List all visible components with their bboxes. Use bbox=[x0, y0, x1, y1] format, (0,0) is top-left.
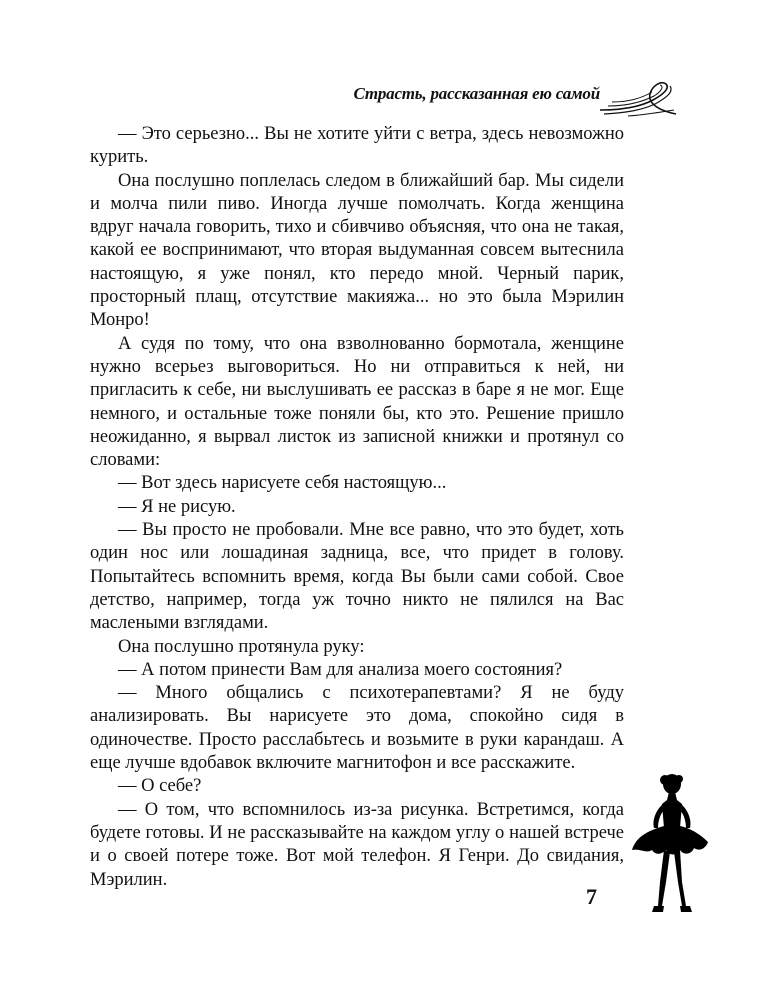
paragraph: — Я не рисую. bbox=[118, 496, 236, 517]
paragraph: Она послушно протянула руку: bbox=[118, 636, 365, 657]
paragraph: — Много общались с психотерапевтами? Я не буду анализировать. Вы нарисуете это дома, спокойно сидя в одиночестве. Просто расслабьтесь и возьмите в руки карандаш. А еще лучше вдобавок включите магнитофон и все расскажите. bbox=[90, 683, 624, 774]
paragraph: — Вы просто не пробовали. Мне все равно, что это будет, хоть один нос или лошадиная задница, все, что придет в голову. Попытайтесь вспомнить время, когда Вы были сами собой. Свое детство, например, тогда уж точно никто не пялился на Вас маслеными взглядами. bbox=[90, 520, 624, 634]
marilyn-silhouette-icon bbox=[630, 770, 710, 920]
page-number: 7 bbox=[586, 884, 597, 909]
flourish-ornament-icon bbox=[598, 80, 678, 120]
paragraph: — А потом принести Вам для анализа моего состояния? bbox=[118, 659, 563, 680]
paragraph: А судя по тому, что она взволнованно бормотала, женщине нужно всерьез выговориться. Но ни отправиться к ней, ни пригласить к себе, ни выслушивать ее рассказ в баре я не мог. Еще немного, и остальные тоже поняли бы, кто это. Решение пришло неожиданно, я вырвал листок из записной книжки и протянул со словами: bbox=[90, 333, 624, 471]
running-header-title: Страсть, рассказанная ею самой bbox=[353, 84, 600, 103]
paragraph: Она послушно поплелась следом в ближайший бар. Мы сидели и молча пили пиво. Иногда лучше помолчать. Когда женщина вдруг начала говорить, тихо и сбивчиво объясняя, что она не такая, какой ее воспринимают, что вторая выдуманная совсем вытеснила настоящую, я уже понял, кто передо мной. Черный парик, просторный плащ, отсутствие макияжа... но это была Мэрилин Монро! bbox=[90, 170, 624, 331]
paragraph: — О себе? bbox=[118, 776, 202, 797]
paragraph: — Это серьезно... Вы не хотите уйти с ветра, здесь невозможно курить. bbox=[90, 124, 624, 168]
paragraph: — Вот здесь нарисуете себя настоящую... bbox=[118, 473, 447, 494]
body-text bbox=[90, 123, 624, 892]
paragraph: — О том, что вспомнилось из-за рисунка. Встретимся, когда будете готовы. И не рассказывайте на каждом углу о нашей встрече и о своей потере тоже. Вот мой телефон. Я Генри. До свидания, Мэрилин. bbox=[90, 799, 624, 890]
